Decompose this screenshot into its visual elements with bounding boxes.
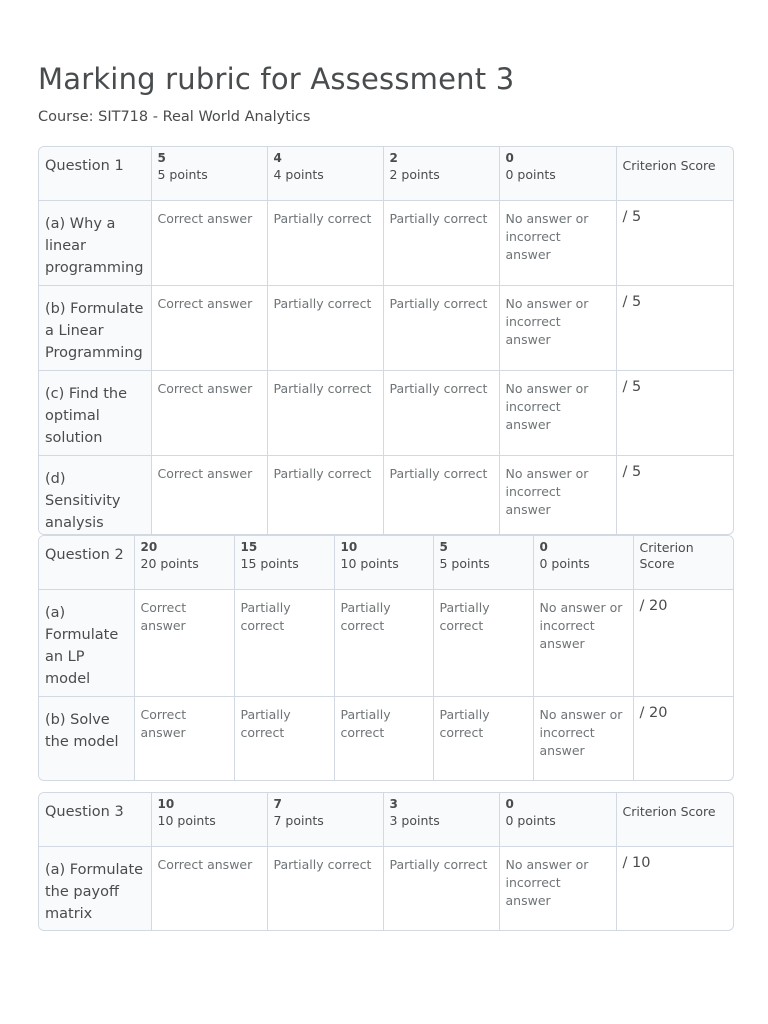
- level-points: 0 points: [505, 813, 556, 828]
- page-title: Marking rubric for Assessment 3: [38, 62, 515, 96]
- level-points: 10 points: [340, 556, 399, 571]
- level-header: [267, 793, 383, 847]
- level-header: [234, 536, 334, 590]
- level-value: 3: [389, 797, 398, 811]
- rubric-table: [39, 793, 733, 930]
- level-points: 20 points: [140, 556, 199, 571]
- rubric-question-2: [38, 535, 734, 781]
- level-description: No answer or incorrect answer: [499, 201, 616, 286]
- level-points: 15 points: [240, 556, 299, 571]
- level-description: No answer or incorrect answer: [533, 697, 633, 780]
- criterion-score: / 10: [622, 855, 651, 871]
- criterion-row: [39, 697, 733, 780]
- rubric-table: [39, 536, 733, 780]
- level-description: No answer or incorrect answer: [499, 371, 616, 456]
- level-value: 10: [157, 797, 175, 811]
- rubric-name: Question 3: [39, 793, 151, 847]
- level-header: [334, 536, 433, 590]
- level-header: [533, 536, 633, 590]
- level-value: 5: [439, 540, 448, 554]
- criterion-score: / 5: [622, 464, 642, 480]
- level-value: 15: [240, 540, 258, 554]
- level-description: Partially correct: [234, 697, 334, 780]
- criterion-label: (a) Formulate the payoff matrix: [39, 847, 151, 930]
- level-description: Partially correct: [267, 371, 383, 456]
- level-description: Correct answer: [151, 371, 267, 456]
- level-description: Partially correct: [383, 371, 499, 456]
- level-header: [499, 793, 616, 847]
- criterion-score: / 20: [639, 705, 668, 721]
- rubric-question-1: [38, 146, 734, 535]
- rubric-question-3: [38, 792, 734, 931]
- level-points: 5 points: [157, 167, 208, 182]
- criterion-score: / 5: [616, 371, 733, 456]
- level-points: 0 points: [505, 167, 556, 182]
- level-points: 4 points: [273, 167, 324, 182]
- rubric-header-row: [39, 536, 733, 590]
- level-description: Correct answer: [134, 697, 234, 780]
- level-description: Correct answer: [151, 847, 267, 930]
- criterion-label: (c) Find the optimal solution: [39, 371, 151, 456]
- criterion-label: (b) Formulate a Linear Programming: [39, 286, 151, 371]
- criterion-label: (b) Solve the model: [39, 697, 134, 780]
- rubric-table: [39, 147, 733, 534]
- level-value: 4: [273, 151, 282, 165]
- level-description: Partially correct: [267, 456, 383, 535]
- level-description: Partially correct: [334, 697, 433, 780]
- level-points: 0 points: [539, 556, 590, 571]
- criterion-row: [39, 201, 733, 286]
- level-description: Correct answer: [151, 201, 267, 286]
- criterion-label: (a) Why a linear programming: [39, 201, 151, 286]
- level-points: 2 points: [389, 167, 440, 182]
- level-description: Partially correct: [383, 456, 499, 535]
- criterion-row: [39, 590, 733, 697]
- level-points: 7 points: [273, 813, 324, 828]
- rubric-header-row: [39, 793, 733, 847]
- course-label: Course: SIT718 - Real World Analytics: [38, 109, 311, 125]
- level-header: [267, 147, 383, 201]
- level-header: [433, 536, 533, 590]
- criterion-score: / 5: [616, 286, 733, 371]
- rubric-header-row: [39, 147, 733, 201]
- criterion-score-header: Criterion Score: [616, 147, 733, 201]
- criterion-row: [39, 286, 733, 371]
- criterion-score-header: Criterion Score: [616, 793, 733, 847]
- level-header: [151, 793, 267, 847]
- level-description: Partially correct: [433, 590, 533, 697]
- level-header: [383, 147, 499, 201]
- rubric-name: Question 2: [39, 536, 134, 590]
- level-description: No answer or incorrect answer: [499, 847, 616, 930]
- level-description: Partially correct: [433, 697, 533, 780]
- level-header: [499, 147, 616, 201]
- level-description: Correct answer: [151, 456, 267, 535]
- level-description: No answer or incorrect answer: [499, 286, 616, 371]
- level-header: [151, 147, 267, 201]
- level-description: Correct answer: [134, 590, 234, 697]
- criterion-score: / 5: [616, 201, 733, 286]
- level-points: 10 points: [157, 813, 216, 828]
- level-description: Partially correct: [383, 847, 499, 930]
- criterion-row: [39, 371, 733, 456]
- level-value: 5: [157, 151, 166, 165]
- level-header: [383, 793, 499, 847]
- rubric-name: Question 1: [39, 147, 151, 201]
- level-description: Partially correct: [234, 590, 334, 697]
- criterion-label: (d) Sensitivity analysis: [39, 456, 151, 535]
- level-description: Partially correct: [334, 590, 433, 697]
- level-value: 20: [140, 540, 158, 554]
- level-value: 2: [389, 151, 398, 165]
- level-description: No answer or incorrect answer: [533, 590, 633, 697]
- level-points: 3 points: [389, 813, 440, 828]
- criterion-row: [39, 847, 733, 930]
- level-description: Correct answer: [151, 286, 267, 371]
- criterion-score: / 20: [633, 590, 733, 697]
- level-value: 0: [505, 151, 514, 165]
- level-description: Partially correct: [383, 286, 499, 371]
- criterion-row: [39, 456, 733, 535]
- criterion-label: (a) Formulate an LP model: [39, 590, 134, 697]
- level-value: 10: [340, 540, 358, 554]
- level-value: 7: [273, 797, 282, 811]
- level-description: Partially correct: [267, 847, 383, 930]
- level-value: 0: [505, 797, 514, 811]
- level-value: 0: [539, 540, 548, 554]
- level-description: No answer or incorrect answer: [499, 456, 616, 535]
- level-header: [134, 536, 234, 590]
- level-description: Partially correct: [383, 201, 499, 286]
- level-points: 5 points: [439, 556, 490, 571]
- level-description: Partially correct: [267, 286, 383, 371]
- criterion-score-header: Criterion Score: [633, 536, 733, 590]
- level-description: Partially correct: [267, 201, 383, 286]
